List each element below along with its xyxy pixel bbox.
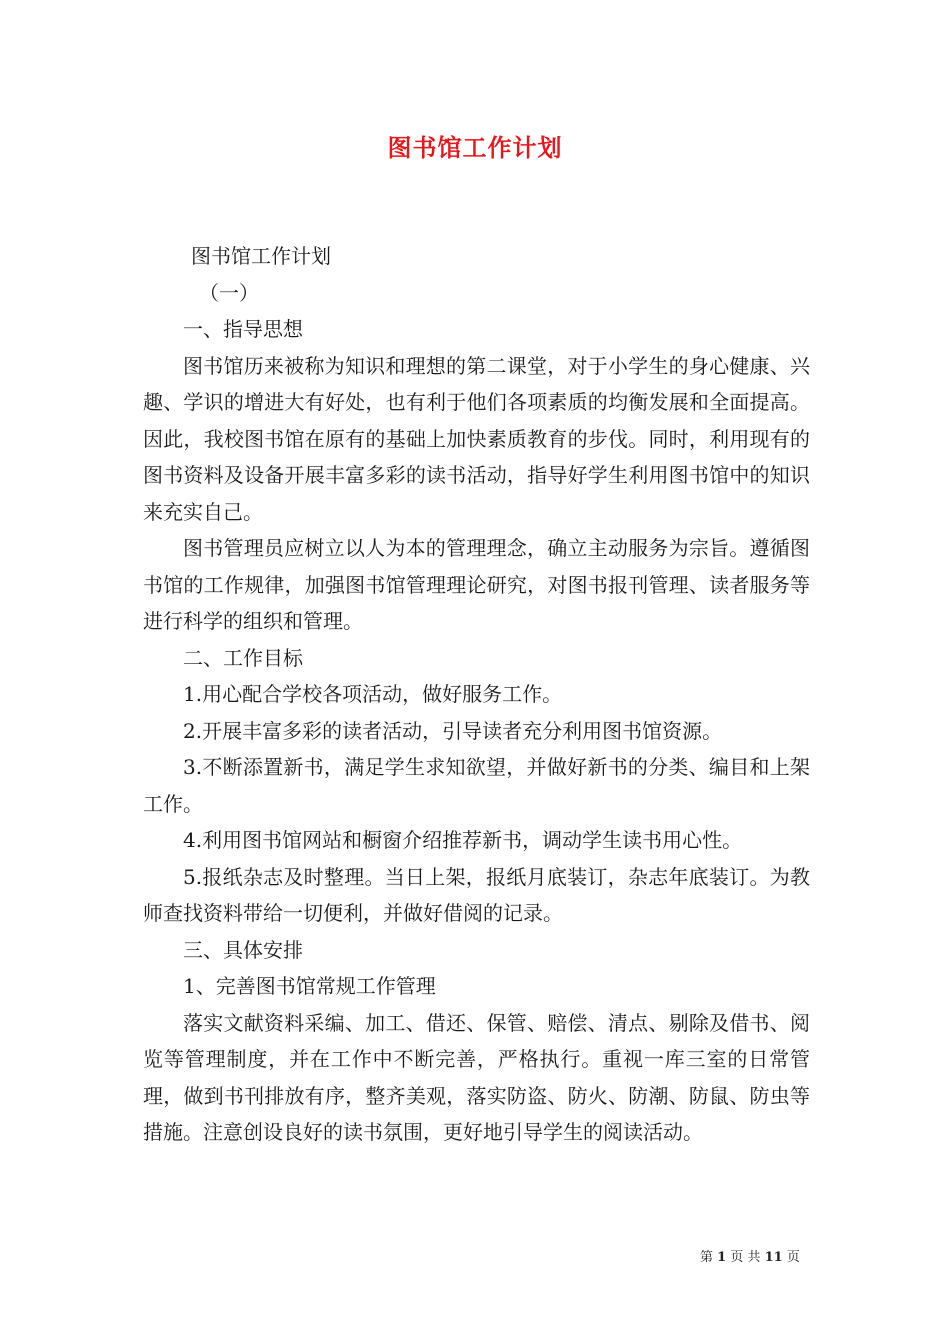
footer-current-page: 1 [717,1250,727,1265]
document-subtitle: 图书馆工作计划 [191,244,331,268]
goal-item-1: 1.用心配合学校各项活动，做好服务工作。 [183,682,563,706]
paragraph-library-intro: 图书馆历来被称为知识和理想的第二课堂，对于小学生的身心健康、兴趣、学识的增进大有好处，也有利于他们各项素质的均衡发展和全面提高。因此，我校图书馆在原有的基础上加快素质教育的步伐。同时，利用现有的图书资料及设备开展丰富多彩的读书活动，指导好学生利用图书馆中的知识来充实自己。 [143,353,810,524]
footer-suffix: 页 [786,1250,800,1265]
document-body [143,238,810,1151]
heading-work-goals: 二、工作目标 [183,645,303,670]
heading-specific-arrangements: 三、具体安排 [183,937,303,962]
goal-item-3: 3.不断添置新书，满足学生求知欲望，并做好新书的分类、编目和上架工作。 [143,755,810,816]
goal-item-4: 4.利用图书馆网站和橱窗介绍推荐新书，调动学生读书用心性。 [183,828,743,852]
footer-prefix: 第 [700,1250,714,1265]
heading-guiding-thought: 一、指导思想 [183,317,303,341]
paragraph-routine-management: 落实文献资料采编、加工、借还、保管、赔偿、清点、剔除及借书、阅览等管理制度，并在工作中不断完善，严格执行。重视一库三室的日常管理，做到书刊排放有序，整齐美观，落实防盗、防火、防潮、防鼠、防虫等措施。注意创设良好的读书氛围，更好地引导学生的阅读活动。 [143,1010,810,1144]
footer-middle: 页 共 [730,1250,761,1265]
goal-item-5: 5.报纸杂志及时整理。当日上架，报纸月底装订，杂志年底装订。为教师查找资料带给一切便利，并做好借阅的记录。 [143,864,810,925]
paragraph-librarian-philosophy: 图书管理员应树立以人为本的管理理念，确立主动服务为宗旨。遵循图书馆的工作规律，加强图书馆管理理论研究，对图书报刊管理、读者服务等进行科学的组织和管理。 [143,536,810,633]
document-title: 图书馆工作计划 [387,133,563,162]
goal-item-2: 2.开展丰富多彩的读者活动，引导读者充分利用图书馆资源。 [183,718,723,743]
footer-total-pages: 11 [764,1250,783,1265]
subheading-routine-management: 1、完善图书馆常规工作管理 [183,974,436,998]
page-footer [700,1246,840,1265]
section-number: （一） [199,280,259,305]
